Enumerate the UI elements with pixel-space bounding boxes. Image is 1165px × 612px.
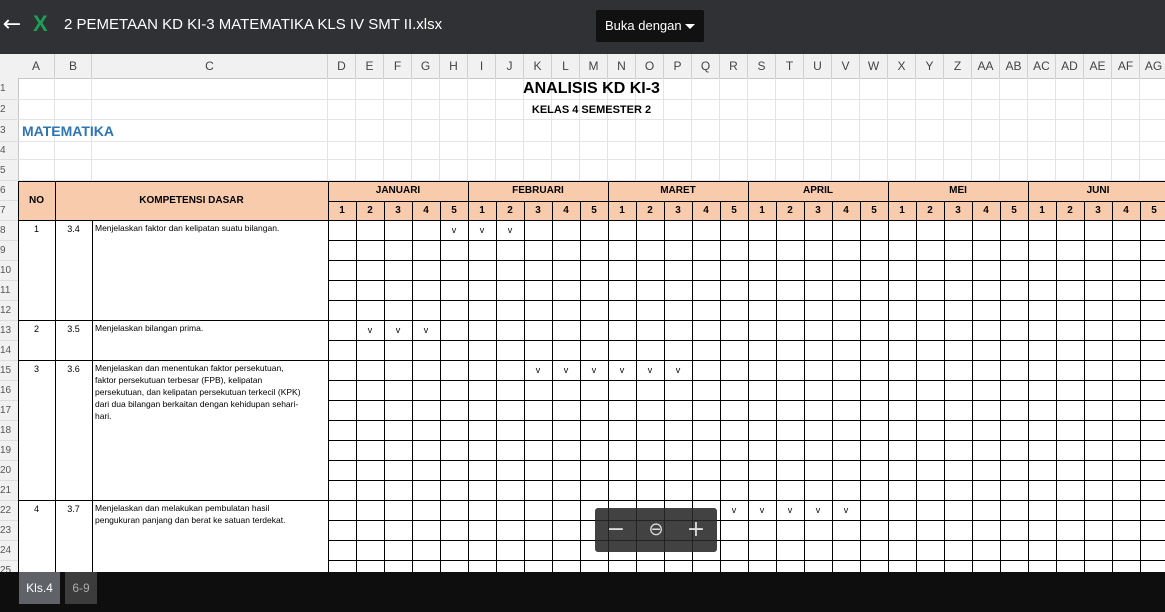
row-kd-description: faktor persekutuan terbesar (FPB), kelipatan	[95, 375, 263, 385]
border-line	[328, 420, 1165, 421]
column-header-aa[interactable]: AA	[972, 54, 1000, 78]
back-arrow-icon[interactable]: ←	[2, 12, 22, 37]
row-kd-description: Menjelaskan bilangan prima.	[95, 323, 204, 333]
border-line	[328, 240, 1165, 241]
border-line	[328, 460, 1165, 461]
check-mark: v	[367, 325, 373, 335]
column-header-ac[interactable]: AC	[1028, 54, 1056, 78]
row-kd-code: 3.5	[67, 324, 80, 334]
row-kd-description: dari dua bilangan berkaitan dengan kehidupan sehari-	[95, 399, 299, 409]
zoom-in-icon[interactable]: +	[686, 517, 706, 542]
check-mark: v	[787, 505, 793, 515]
row-header-12[interactable]: 12	[0, 301, 18, 321]
zoom-controls	[595, 508, 717, 552]
column-header-ae[interactable]: AE	[1084, 54, 1112, 78]
header-week: 1	[339, 205, 345, 216]
header-no: NO	[29, 195, 44, 206]
border-line	[1028, 181, 1029, 572]
header-week: 4	[423, 205, 429, 216]
row-kd-description: Menjelaskan dan melakukan pembulatan hasil	[95, 503, 270, 513]
header-week: 2	[647, 205, 653, 216]
row-kd-description: Menjelaskan faktor dan kelipatan suatu bilangan.	[95, 223, 280, 233]
column-header-x[interactable]: X	[888, 54, 916, 78]
zoom-reset-icon[interactable]: ⊖	[648, 519, 664, 540]
border-line	[1056, 201, 1057, 572]
column-header-n[interactable]: N	[608, 54, 636, 78]
header-week: 5	[591, 205, 597, 216]
header-month-april: APRIL	[803, 185, 833, 196]
header-month-mei: MEI	[949, 185, 967, 196]
check-mark: v	[423, 325, 429, 335]
check-mark: v	[675, 365, 681, 375]
border-line	[328, 201, 1165, 202]
column-header-w[interactable]: W	[860, 54, 888, 78]
border-line	[328, 480, 1165, 481]
check-mark: v	[759, 505, 765, 515]
border-line	[18, 220, 1165, 221]
row-no: 2	[33, 324, 39, 334]
check-mark: v	[535, 365, 541, 375]
row-header-14[interactable]: 14	[0, 341, 18, 361]
column-header-l[interactable]: L	[552, 54, 580, 78]
header-kompetensi-dasar: KOMPETENSI DASAR	[139, 195, 244, 206]
border-line	[328, 300, 1165, 301]
check-mark: v	[591, 365, 597, 375]
header-week: 4	[983, 205, 989, 216]
row-header-4[interactable]: 4	[0, 142, 18, 160]
row-kd-description: pengukuran panjang dan berat ke satuan terdekat.	[95, 515, 286, 525]
check-mark: v	[619, 365, 625, 375]
row-header-18[interactable]: 18	[0, 421, 18, 441]
border-line	[944, 201, 945, 572]
header-week: 2	[367, 205, 373, 216]
row-header-22[interactable]: 22	[0, 501, 18, 521]
column-header-t[interactable]: T	[776, 54, 804, 78]
zoom-out-icon[interactable]: −	[606, 517, 626, 542]
header-week: 5	[871, 205, 877, 216]
column-header-c[interactable]: C	[92, 54, 328, 78]
header-week: 5	[1011, 205, 1017, 216]
row-header-9[interactable]: 9	[0, 241, 18, 261]
row-header-3[interactable]: 3	[0, 120, 18, 142]
column-header-ag[interactable]: AG	[1140, 54, 1165, 78]
border-line	[468, 181, 469, 572]
column-header-i[interactable]: I	[468, 54, 496, 78]
header-month-februari: FEBRUARI	[512, 185, 564, 196]
row-header-17[interactable]: 17	[0, 401, 18, 421]
border-line	[972, 201, 973, 572]
border-line	[356, 201, 357, 572]
border-line	[860, 201, 861, 572]
column-header-v[interactable]: V	[832, 54, 860, 78]
border-line	[328, 340, 1165, 341]
header-week: 1	[759, 205, 765, 216]
header-week: 2	[787, 205, 793, 216]
check-mark: v	[479, 225, 485, 235]
row-kd-description: persekutuan, dan kelipatan persekutuan terkecil (KPK)	[95, 387, 301, 397]
chevron-down-icon	[685, 24, 695, 29]
column-header-o[interactable]: O	[636, 54, 664, 78]
row-header-16[interactable]: 16	[0, 381, 18, 401]
row-header-13[interactable]: 13	[0, 321, 18, 341]
border-line	[496, 201, 497, 572]
row-header-5[interactable]: 5	[0, 160, 18, 181]
check-mark: v	[843, 505, 849, 515]
spreadsheet-view[interactable]	[0, 54, 1165, 572]
column-header-ab[interactable]: AB	[1000, 54, 1028, 78]
column-header-b[interactable]: B	[55, 54, 92, 78]
row-kd-description: hari.	[95, 411, 112, 421]
column-header-u[interactable]: U	[804, 54, 832, 78]
check-mark: v	[731, 505, 737, 515]
border-line	[804, 201, 805, 572]
sheet-tab-6-9[interactable]: 6-9	[65, 572, 97, 604]
row-header-11[interactable]: 11	[0, 281, 18, 301]
header-week: 4	[1123, 205, 1129, 216]
row-header-23[interactable]: 23	[0, 521, 18, 541]
border-line	[1084, 201, 1085, 572]
row-header-10[interactable]: 10	[0, 261, 18, 281]
column-header-h[interactable]: H	[440, 54, 468, 78]
row-header-21[interactable]: 21	[0, 481, 18, 501]
border-line	[412, 201, 413, 572]
check-mark: v	[395, 325, 401, 335]
row-header-19[interactable]: 19	[0, 441, 18, 461]
header-month-juni: JUNI	[1086, 185, 1110, 196]
border-line	[18, 360, 1165, 361]
border-line	[328, 380, 1165, 381]
sheet-title: ANALISIS KD KI-3	[523, 80, 660, 97]
column-header-p[interactable]: P	[664, 54, 692, 78]
border-line	[1140, 201, 1141, 572]
column-header-j[interactable]: J	[496, 54, 524, 78]
file-title: 2 PEMETAAN KD KI-3 MATEMATIKA KLS IV SMT II.xlsx	[64, 16, 443, 33]
border-line	[552, 201, 553, 572]
row-header-bar	[0, 78, 19, 572]
column-header-z[interactable]: Z	[944, 54, 972, 78]
header-week: 5	[1151, 205, 1157, 216]
border-line	[18, 500, 1165, 501]
border-line	[328, 400, 1165, 401]
header-week: 4	[703, 205, 709, 216]
row-no: 4	[33, 504, 39, 514]
header-week: 2	[927, 205, 933, 216]
border-line	[328, 260, 1165, 261]
column-header-d[interactable]: D	[328, 54, 356, 78]
border-line	[580, 201, 581, 572]
column-header-a[interactable]: A	[18, 54, 55, 78]
border-line	[18, 320, 1165, 321]
border-line	[328, 280, 1165, 281]
gridline	[18, 159, 1165, 160]
column-header-bar	[0, 54, 1165, 79]
border-line	[916, 201, 917, 572]
column-header-r[interactable]: R	[720, 54, 748, 78]
border-line	[328, 440, 1165, 441]
header-week: 1	[479, 205, 485, 216]
row-header-1[interactable]: 1	[0, 78, 18, 100]
column-header-y[interactable]: Y	[916, 54, 944, 78]
sheet-grid[interactable]	[18, 78, 1165, 572]
header-week: 2	[507, 205, 513, 216]
row-header-7[interactable]: 7	[0, 201, 18, 221]
open-with-button[interactable]	[596, 10, 704, 42]
border-line	[776, 201, 777, 572]
border-line	[328, 181, 329, 572]
border-line	[1112, 201, 1113, 572]
check-mark: v	[563, 365, 569, 375]
gridline	[18, 141, 1165, 142]
header-week: 3	[815, 205, 821, 216]
border-line	[92, 221, 93, 572]
header-week: 3	[395, 205, 401, 216]
header-week: 4	[563, 205, 569, 216]
border-line	[18, 181, 1165, 182]
border-line	[328, 540, 1165, 541]
top-bar	[0, 0, 1165, 54]
row-no: 3	[33, 364, 39, 374]
subject-label: MATEMATIKA	[22, 123, 115, 139]
row-header-15[interactable]: 15	[0, 361, 18, 381]
header-week: 1	[1039, 205, 1045, 216]
check-mark: v	[451, 225, 457, 235]
header-month-maret: MARET	[660, 185, 696, 196]
row-header-24[interactable]: 24	[0, 541, 18, 561]
row-header-25[interactable]: 25	[0, 561, 18, 572]
row-header-8[interactable]: 8	[0, 221, 18, 241]
header-week: 3	[675, 205, 681, 216]
column-header-f[interactable]: F	[384, 54, 412, 78]
row-header-6[interactable]: 6	[0, 181, 18, 201]
sheet-tab-bar	[0, 572, 1165, 612]
border-line	[440, 201, 441, 572]
header-week: 2	[1067, 205, 1073, 216]
row-no: 1	[33, 224, 39, 234]
column-header-k[interactable]: K	[524, 54, 552, 78]
header-week: 3	[955, 205, 961, 216]
column-header-ad[interactable]: AD	[1056, 54, 1084, 78]
header-month-januari: JANUARI	[375, 185, 421, 196]
check-mark: v	[507, 225, 513, 235]
border-line	[832, 201, 833, 572]
header-week: 3	[535, 205, 541, 216]
border-line	[328, 520, 1165, 521]
row-kd-code: 3.7	[67, 504, 80, 514]
row-header-2[interactable]: 2	[0, 100, 18, 120]
excel-x-icon: X	[33, 11, 48, 36]
open-with-label: Buka dengan	[605, 18, 682, 33]
border-line	[720, 201, 721, 572]
column-header-q[interactable]: Q	[692, 54, 720, 78]
check-mark: v	[647, 365, 653, 375]
column-header-m[interactable]: M	[580, 54, 608, 78]
header-week: 5	[731, 205, 737, 216]
row-kd-code: 3.6	[67, 364, 80, 374]
column-header-e[interactable]: E	[356, 54, 384, 78]
row-kd-code: 3.4	[67, 224, 80, 234]
border-line	[1000, 201, 1001, 572]
column-header-af[interactable]: AF	[1112, 54, 1140, 78]
row-header-20[interactable]: 20	[0, 461, 18, 481]
row-kd-description: Menjelaskan dan menentukan faktor persekutuan,	[95, 363, 284, 373]
header-week: 1	[619, 205, 625, 216]
check-mark: v	[815, 505, 821, 515]
header-week: 3	[1095, 205, 1101, 216]
sheet-tab-kls4[interactable]: Kls.4	[19, 572, 60, 604]
border-line	[524, 201, 525, 572]
border-line	[384, 201, 385, 572]
header-week: 5	[451, 205, 457, 216]
column-header-g[interactable]: G	[412, 54, 440, 78]
header-week: 4	[843, 205, 849, 216]
border-line	[888, 181, 889, 572]
header-week: 1	[899, 205, 905, 216]
border-line	[328, 560, 1165, 561]
column-header-s[interactable]: S	[748, 54, 776, 78]
sheet-subtitle: KELAS 4 SEMESTER 2	[531, 104, 652, 116]
